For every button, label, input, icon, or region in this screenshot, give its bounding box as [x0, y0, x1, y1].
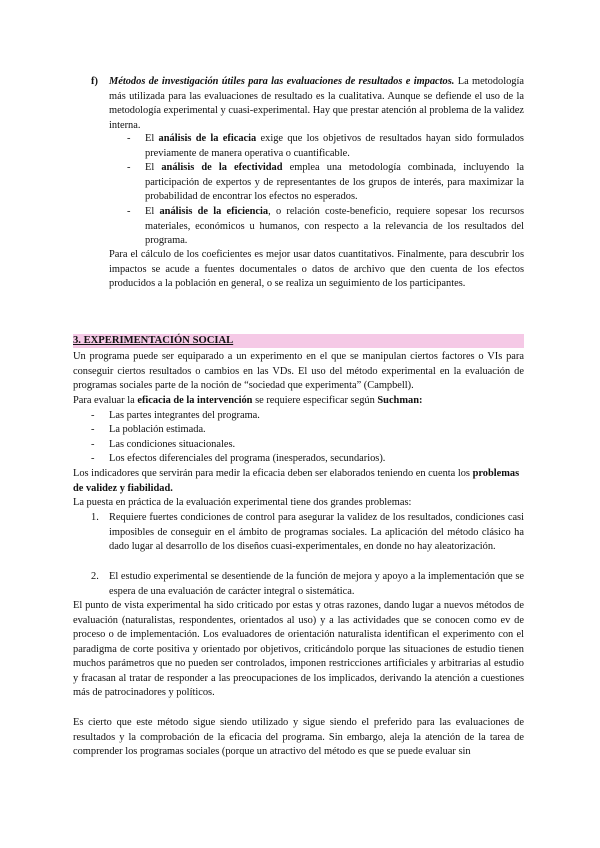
- list-item: Las partes integrantes del programa.: [109, 410, 260, 421]
- section-3-paragraph-5: El punto de vista experimental ha sido criticado por estas y otras razones, dando lugar a nuevos métodos de evaluación (naturalistas, respondentes, orientados al uso) y a las actividades que se conocen como ev de proceso o de implementación. Los evaluadores de orientación naturalista identifican el experimento con el paradigma de corte positiva y orientado por objetivos, criticándolo porque las situaciones de estudio tienen muchos parámetros que no pueden ser controlados, imponen restricciones artificiales y arbitrarias al estudio y fracasan al tratar de responder a las preocupaciones de los implicados, derivando la atención a cuestiones más de patrocinadores y políticos.: [73, 600, 524, 698]
- list-item: Las condiciones situacionales.: [109, 439, 236, 450]
- term-eficacia: análisis de la eficacia: [158, 133, 257, 144]
- numbered-item-1: Requiere fuertes condiciones de control para asegurar la validez de los resultados, condiciones casi imposibles de conseguir en el ámbito de programas sociales. La aplicación del método clásico ha dado lugar al desarrollo de los diseños cuasi-experimentales, en donde no hay aleatorización.: [109, 512, 524, 552]
- p2-text: se requiere especificar según: [252, 395, 378, 406]
- list-item: Los efectos diferenciales del programa (inesperados, secundarios).: [109, 453, 386, 464]
- bullet-dash: -: [127, 162, 131, 173]
- bullet-dash: -: [127, 133, 131, 144]
- list-dash: -: [91, 410, 95, 421]
- section-f-intro: La metodología más utilizada para las evaluaciones de resultado es la cualitativa. Aunque se defiende el uso de la metodología experimental y cuasi-experimental. Hay que prestar atención al problema de la validez interna.: [109, 76, 524, 131]
- section-3-paragraph-6: Es cierto que este método sigue siendo utilizado y sigue siendo el preferido para las evaluaciones de resultados y la comprobación de la eficacia del programa. Sin embargo, aleja la atención de la tarea de comprender los programas sociales (porque un atractivo del método es que se puede evaluar sin: [73, 717, 524, 757]
- bullet-dash: -: [127, 206, 131, 217]
- section-3-paragraph-1: Un programa puede ser equiparado a un experimento en el que se manipulan ciertos factores o VIs para conseguir ciertos resultados o cambios en las VDs. El uso del método experimental en la evaluación de programas sociales parte de la noción de “sociedad que experimenta” (Campbell).: [73, 351, 524, 391]
- bullet-text: exige que los objetivos de resultados hayan sido formulados previamente de manera operativa o cuantificable.: [145, 133, 524, 159]
- section-f-intro-paragraph: [109, 75, 524, 133]
- section-f-marker: f): [91, 76, 98, 87]
- author-suchman: Suchman:: [377, 395, 423, 406]
- numbered-marker: 2.: [91, 571, 99, 582]
- bullet-text: El: [145, 133, 159, 144]
- term-eficiencia: análisis de la eficiencia: [159, 206, 269, 217]
- bullet-text: , o relación coste-beneficio, requiere sopesar los recursos materiales, económicos u humanos, con respecto a la relevancia de los resultados del programa.: [145, 206, 524, 246]
- section-3-heading: [73, 334, 524, 348]
- bullet-text: El: [145, 206, 160, 217]
- term-eficacia-intervencion: eficacia de la intervención: [137, 395, 253, 406]
- bullet-text: El: [145, 162, 162, 173]
- list-item: La población estimada.: [109, 424, 206, 435]
- bullet-eficacia: [145, 132, 524, 161]
- bullet-text: emplea una metodología combinada, incluyendo la participación de expertos y de representantes de los grupos de interés, para maximizar la probabilidad de encontrar los efectos no esperados.: [145, 162, 524, 202]
- numbered-item-2: El estudio experimental se desentiende de la función de mejora y apoyo a la implementación que se espera de una evaluación de carácter integral o sistemática.: [109, 571, 524, 597]
- numbered-marker: 1.: [91, 512, 99, 523]
- list-dash: -: [91, 424, 95, 435]
- term-validez-fiabilidad: problemas de validez y fiabilidad.: [73, 468, 520, 494]
- bullet-efectividad: [145, 161, 524, 205]
- list-dash: -: [91, 439, 95, 450]
- list-dash: -: [91, 453, 95, 464]
- section-3-paragraph-4: La puesta en práctica de la evaluación experimental tiene dos grandes problemas:: [73, 497, 412, 508]
- section-f-title: Métodos de investigación útiles para las evaluaciones de resultados e impactos.: [109, 76, 455, 87]
- section-f-closing: Para el cálculo de los coeficientes es mejor usar datos cuantitativos. Finalmente, para descubrir los impactos se acude a fuentes documentales o datos de archivo que den cuenta de los efectos producidos a la población en general, o se realiza un seguimiento de los participantes.: [109, 249, 524, 289]
- bullet-eficiencia: [145, 205, 524, 249]
- section-3-heading-text: 3. EXPERIMENTACIÓN SOCIAL: [73, 335, 234, 346]
- p3-text: Los indicadores que servirán para medir la eficacia deben ser elaborados teniendo en cuenta los: [73, 468, 473, 479]
- p2-text: Para evaluar la: [73, 395, 138, 406]
- term-efectividad: análisis de la efectividad: [161, 162, 283, 173]
- section-3-paragraph-2: [73, 394, 524, 409]
- section-3-paragraph-3: [73, 467, 524, 496]
